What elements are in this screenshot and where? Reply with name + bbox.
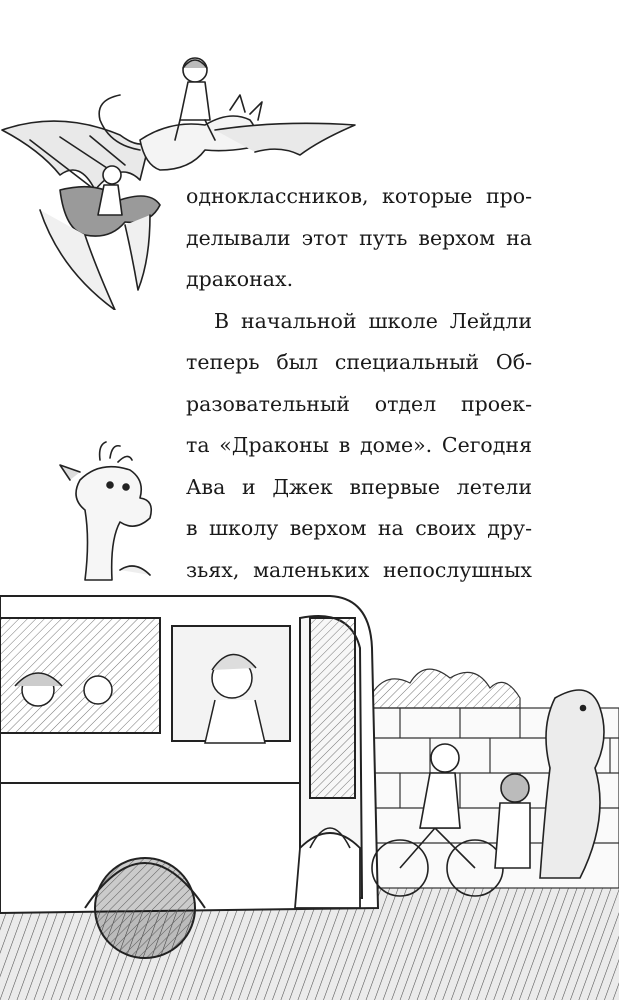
text-line: одноклассников, которые про- xyxy=(186,184,532,208)
bus-scene-illustration xyxy=(0,578,619,1000)
text-line: в школу верхом на своих дру- xyxy=(186,516,532,540)
text-line: разовательный отдел проек- xyxy=(186,391,532,416)
text-line: зьях, маленьких непослушных xyxy=(186,557,532,582)
text-line: теперь был специальный Об- xyxy=(186,350,532,374)
body-text xyxy=(186,176,532,591)
text-line: Ава и Джек впервые летели xyxy=(186,474,532,499)
dragon-on-bus-illustration xyxy=(40,440,180,590)
text-line: делывали этот путь верхом на xyxy=(186,225,532,250)
text-line: драконах. xyxy=(186,267,294,291)
text-line: В начальной школе Лейдли xyxy=(214,308,532,333)
text-line: та «Драконы в доме». Сегодня xyxy=(186,433,532,457)
